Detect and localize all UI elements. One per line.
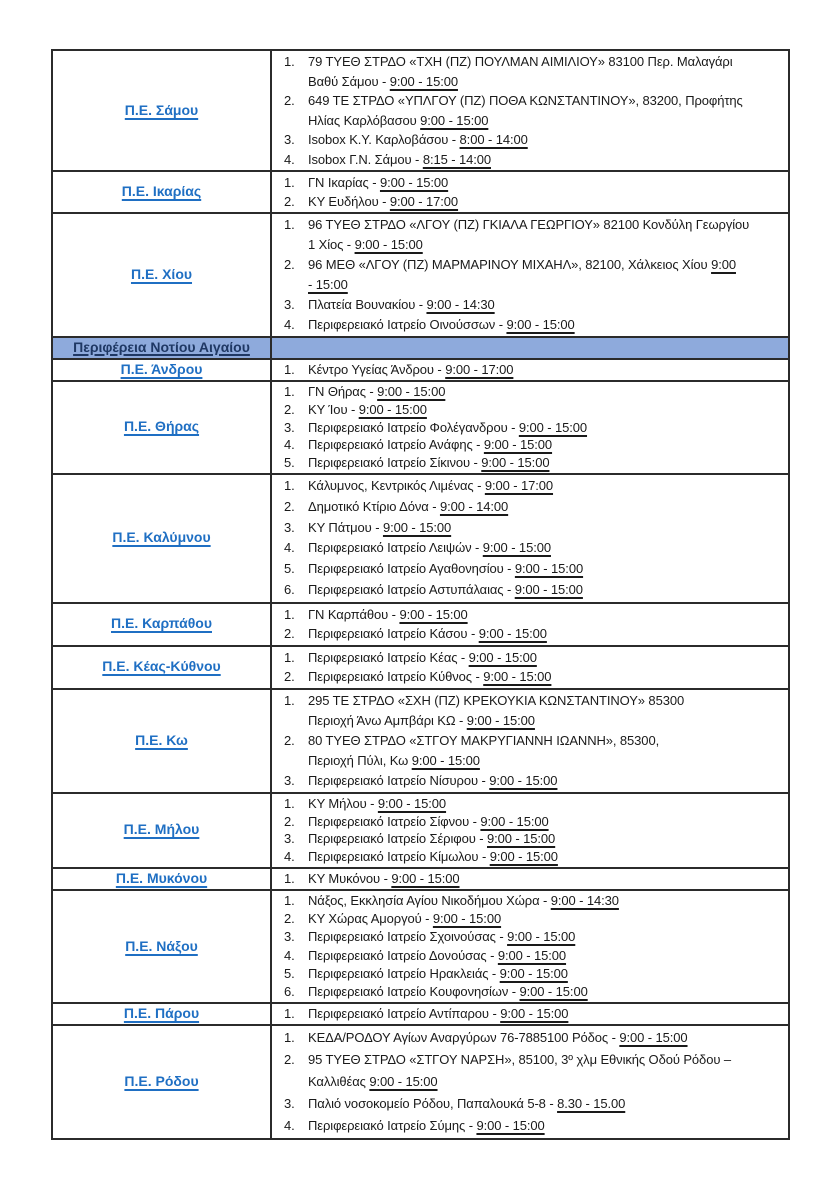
facility-item [284, 173, 784, 192]
facility-name: Περιφερειακό Ιατρείο Σύμης - [308, 1118, 477, 1134]
facility-item [284, 91, 784, 130]
facility-text [308, 538, 784, 559]
facility-hours: 9:00 - 15:00 [411, 752, 480, 768]
facility-item [284, 691, 784, 731]
facility-hours: 9:00 - 14:00 [439, 498, 509, 514]
region-link[interactable]: Π.Ε. Νάξου [125, 937, 198, 954]
facility-name: ΓΝ Θήρας - [308, 384, 378, 399]
region-label-cell [52, 689, 271, 793]
facility-item [284, 892, 784, 910]
item-number: 1. [284, 175, 295, 190]
region-row [52, 50, 789, 171]
facility-text [308, 947, 784, 965]
item-number: 2. [284, 626, 295, 642]
facility-text [308, 1005, 784, 1023]
facility-text [308, 965, 784, 983]
facility-name: Περιφερειακό Ιατρείο Λειψών - [308, 540, 483, 556]
facility-name: Περιφερειακό Ιατρείο Ηρακλειάς - [308, 965, 500, 981]
item-number: 5. [284, 455, 295, 471]
item-number: 3. [284, 772, 295, 788]
facility-text [308, 910, 784, 928]
section-band-cell [52, 337, 271, 359]
facility-item [284, 454, 784, 472]
facility-hours: 9:00 - 14:30 [550, 892, 619, 908]
facility-item [284, 150, 784, 170]
facility-name: 80 ΤΥΕΘ ΣΤΡΔΟ «ΣΤΓΟΥ ΜΑΚΡΥΓΙΑΝΝΗ ΙΩΑΝΝΗ», 85300, Περιοχή Πύλι, Κω [308, 732, 660, 768]
facility-name: Περιφερειακό Ιατρείο Σέριφου - [308, 831, 487, 847]
facility-name: ΚΥ Πάτμου - [308, 519, 383, 535]
region-label-cell [52, 793, 271, 868]
region-row [52, 213, 789, 337]
region-link[interactable]: Π.Ε. Καρπάθου [111, 615, 212, 632]
region-row [52, 689, 789, 793]
facility-hours: 9:00 - 15:00 [500, 1006, 569, 1022]
facility-name: ΚΕΔΑ/ΡΟΔΟΥ Αγίων Αναργύρων 76-7885100 Ρόδος - [308, 1030, 620, 1046]
facility-text [308, 870, 784, 888]
region-link[interactable]: Π.Ε. Σάμου [124, 101, 199, 118]
region-label-cell [52, 359, 271, 381]
health-centers-table [51, 49, 790, 1140]
facility-item [284, 192, 784, 211]
facility-text [308, 892, 784, 910]
facility-text [308, 215, 784, 255]
facility-name: Περιφερειακό Ιατρείο Νίσυρου - [308, 772, 490, 788]
facility-item [284, 518, 784, 539]
facility-item [284, 910, 784, 928]
region-label-cell [52, 1003, 271, 1025]
facility-name: Περιφερειακό Ιατρείο Σίκινου - [308, 455, 482, 471]
facility-name: Περιφερειακό Ιατρείο Κίμωλου - [308, 849, 490, 865]
facility-hours: 8:00 - 14:00 [459, 132, 528, 147]
facility-text [308, 731, 784, 771]
item-number: 1. [284, 870, 295, 886]
facility-item [284, 436, 784, 454]
facility-name: Περιφερειακό Ιατρείο Αστυπάλαιας - [308, 581, 515, 597]
item-number: 6. [284, 581, 295, 597]
item-number: 1. [284, 606, 295, 622]
region-label-cell [52, 381, 271, 474]
facility-item [284, 1027, 784, 1049]
facility-text [308, 255, 784, 295]
facility-name: Isobox Κ.Υ. Καρλοβάσου - [308, 132, 460, 147]
facility-name: ΚΥ Χώρας Αμοργού - [308, 911, 433, 927]
facility-name: 295 ΤΕ ΣΤΡΔΟ «ΣΧΗ (ΠΖ) ΚΡΕΚΟΥΚΙΑ ΚΩΝΣΤΑΝΤΙΝΟΥ» 85300 Περιοχή Άνω Αμπβάρι ΚΩ - [308, 692, 685, 728]
facility-item [284, 648, 784, 668]
region-row [52, 474, 789, 603]
item-number: 4. [284, 1118, 295, 1134]
facility-name: Περιφερειακό Ιατρείο Φολέγανδρου - [308, 419, 519, 435]
facility-item [284, 419, 784, 437]
facility-list-cell [271, 646, 789, 689]
region-row [52, 1003, 789, 1025]
item-number: 2. [284, 911, 295, 927]
facility-hours: 8.30 - 15.00 [557, 1096, 626, 1112]
facility-item [284, 383, 784, 401]
region-row [52, 646, 789, 689]
facility-name: Περιφερειακό Ιατρείο Κέας - [308, 649, 469, 665]
facility-name: Περιφερειακό Ιατρείο Οινούσσων - [308, 317, 507, 332]
facility-list-cell [271, 50, 789, 171]
item-number: 1. [284, 362, 295, 377]
facility-text [308, 130, 784, 150]
facility-text [308, 436, 784, 454]
facility-text [308, 419, 784, 437]
facility-hours: 9:00 - 15:00 [487, 831, 556, 847]
facility-list-cell [271, 474, 789, 603]
facility-name: Περιφερειακό Ιατρείο Κύθνος - [308, 669, 484, 685]
facility-item [284, 361, 784, 378]
item-number: 1. [284, 54, 295, 69]
facility-list-cell [271, 171, 789, 213]
facility-item [284, 771, 784, 791]
item-number: 3. [284, 297, 295, 312]
item-number: 1. [284, 384, 295, 399]
region-row [52, 359, 789, 381]
facility-hours: 9:00 - 15:00 [358, 401, 427, 417]
facility-name: Δημοτικό Κτίριο Δόνα - [308, 498, 440, 514]
item-number: 1. [284, 217, 295, 232]
facility-item [284, 731, 784, 771]
region-link[interactable]: Π.Ε. Κω [135, 731, 188, 748]
facility-hours: 9:00 - 15:00 [481, 455, 550, 471]
item-number: 4. [284, 947, 295, 963]
facility-text [308, 497, 784, 518]
item-number: 3. [284, 1096, 295, 1112]
facility-item [284, 667, 784, 687]
item-number: 4. [284, 317, 295, 332]
facility-name: Περιφερειακό Ιατρείο Αγαθονησίου - [308, 561, 515, 577]
facility-item [284, 401, 784, 419]
facility-item [284, 1093, 784, 1115]
facility-text [308, 605, 784, 625]
facility-name: 96 ΤΥΕΘ ΣΤΡΔΟ «ΛΓΟΥ (ΠΖ) ΓΚΙΑΛΑ ΓΕΩΡΓΙΟΥ» 82100 Κονδύλη Γεωργίου 1 Χίος - [308, 217, 750, 252]
facility-name: Περιφερειακό Ιατρείο Κουφονησίων - [308, 983, 520, 999]
facility-text [308, 91, 784, 130]
facility-item [284, 538, 784, 559]
region-link[interactable]: Π.Ε. Κέας-Κύθνου [102, 658, 221, 675]
facility-list-cell [271, 793, 789, 868]
facility-item [284, 605, 784, 625]
facility-item [284, 983, 784, 1001]
facility-name: ΚΥ Μήλου - [308, 795, 378, 811]
facility-list-cell [271, 603, 789, 646]
facility-item [284, 870, 784, 888]
item-number: 2. [284, 194, 295, 209]
facility-text [308, 1049, 784, 1093]
item-number: 1. [284, 649, 295, 665]
region-label-cell [52, 646, 271, 689]
table-body [52, 50, 789, 1139]
facility-hours: 9:00 - 17:00 [389, 194, 459, 209]
facility-text [308, 983, 784, 1001]
facility-item [284, 476, 784, 497]
facility-hours: 9:00 - 15:00 [466, 712, 535, 728]
facility-hours: 9:00 - 15:00 [391, 870, 460, 886]
region-link[interactable]: Π.Ε. Χίου [130, 266, 193, 282]
facility-hours: 9:00 - 15:00 [377, 795, 447, 811]
facility-name: Περιφερειακό Ιατρείο Κάσου - [308, 626, 479, 642]
item-number: 2. [284, 498, 295, 514]
region-row [52, 171, 789, 213]
facility-hours: 9:00 - 15:00 [478, 626, 547, 642]
facility-text [308, 928, 784, 946]
facility-text [308, 691, 784, 731]
item-number: 1. [284, 795, 295, 811]
region-row [52, 381, 789, 474]
facility-text [308, 1115, 784, 1137]
facility-hours: 9:00 - 15:00 [519, 983, 588, 999]
facility-name: ΓΝ Καρπάθου - [308, 606, 400, 622]
item-number: 1. [284, 1030, 295, 1046]
facility-text [308, 150, 784, 170]
facility-item [284, 130, 784, 150]
facility-hours: 9:00 - 15:00 [483, 437, 553, 453]
facility-item [284, 255, 784, 295]
facility-name: Νάξος, Εκκλησία Αγίου Νικοδήμου Χώρα - [308, 892, 551, 908]
facility-name: ΚΥ Ευδήλου - [308, 194, 390, 209]
facility-list-cell [271, 359, 789, 381]
facility-item [284, 624, 784, 644]
region-link[interactable]: Π.Ε. Ρόδου [124, 1073, 199, 1090]
facility-list-cell [271, 689, 789, 793]
item-number: 2. [284, 732, 295, 748]
item-number: 4. [284, 540, 295, 556]
facility-name: Πλατεία Βουνακίου - [308, 297, 427, 312]
facility-hours: 9:00 - 15:00 [518, 419, 588, 435]
facility-text [308, 295, 784, 315]
facility-hours: 9:00 - 15:00 [499, 965, 568, 981]
facility-name: ΚΥ Μυκόνου - [308, 870, 392, 886]
facility-hours: 9:00 - 15:00 [507, 929, 576, 945]
facility-hours: 9:00 - 15:00 [308, 257, 736, 292]
facility-text [308, 830, 784, 848]
facility-list-cell [271, 1025, 789, 1139]
facility-hours: 9:00 - 15:00 [483, 669, 552, 685]
facility-name: ΓΝ Ικαρίας - [308, 175, 380, 190]
facility-hours: 9:00 - 15:00 [489, 772, 558, 788]
facility-name: Κάλυμνος, Κεντρικός Λιμένας - [308, 477, 485, 493]
item-number: 2. [284, 1052, 295, 1068]
section-band-spacer [271, 337, 789, 359]
facility-hours: 9:00 - 15:00 [389, 73, 458, 89]
facility-hours: 9:00 - 17:00 [445, 362, 514, 377]
region-row [52, 890, 789, 1003]
region-label-cell [52, 890, 271, 1003]
item-number: 3. [284, 419, 295, 435]
item-number: 2. [284, 813, 295, 829]
facility-text [308, 315, 784, 335]
facility-name: Περιφερειακό Ιατρείο Δονούσας - [308, 947, 498, 963]
facility-hours: 9:00 - 15:00 [514, 561, 584, 577]
facility-hours: 9:00 - 15:00 [482, 540, 551, 556]
facility-hours: 9:00 - 17:00 [484, 477, 554, 493]
item-number: 2. [284, 93, 295, 108]
item-number: 3. [284, 519, 295, 535]
facility-name: 96 ΜΕΘ «ΛΓΟΥ (ΠΖ) ΜΑΡΜΑΡΙΝΟΥ ΜΙΧΑΗΛ», 82100, Χάλκειος Χίου [308, 257, 712, 272]
facility-item [284, 580, 784, 601]
facility-item [284, 848, 784, 866]
facility-hours: 9:00 - 15:00 [480, 813, 549, 829]
region-link[interactable]: Π.Ε. Ικαρίας [121, 183, 202, 199]
facility-item [284, 813, 784, 831]
facility-item [284, 52, 784, 91]
region-label-cell [52, 50, 271, 171]
region-link[interactable]: Π.Ε. Θήρας [123, 418, 200, 435]
region-row [52, 793, 789, 868]
facility-name: Περιφερειακό Ιατρείο Αντίπαρου - [308, 1006, 501, 1022]
facility-text [308, 580, 784, 601]
region-label-cell [52, 213, 271, 337]
facility-text [308, 1027, 784, 1049]
facility-list-cell [271, 890, 789, 1003]
facility-text [308, 361, 784, 378]
facility-text [308, 771, 784, 791]
facility-hours: 9:00 - 15:00 [377, 384, 446, 399]
region-link[interactable]: Π.Ε. Μήλου [123, 821, 200, 838]
facility-item [284, 1049, 784, 1093]
facility-name: 79 ΤΥΕΘ ΣΤΡΔΟ «ΤΧΗ (ΠΖ) ΠΟΥΛΜΑΝ ΑΙΜΙΛΙΟΥ» 83100 Περ. Μαλαγάρι Βαθύ Σάμου - [308, 54, 733, 89]
facility-hours: 9:00 - 15:00 [619, 1030, 688, 1046]
facility-name: Isobox Γ.Ν. Σάμου - [308, 151, 423, 167]
item-number: 2. [284, 401, 295, 417]
item-number: 4. [284, 849, 295, 865]
facility-item [284, 215, 784, 255]
facility-item [284, 559, 784, 580]
facility-hours: 9:00 - 15:00 [497, 947, 567, 963]
item-number: 1. [284, 477, 295, 493]
facility-item [284, 1115, 784, 1137]
facility-hours: 9:00 - 15:00 [432, 911, 502, 927]
region-link[interactable]: Π.Ε. Πάρου [123, 1005, 200, 1022]
region-link[interactable]: Π.Ε. Μυκόνου [115, 869, 208, 886]
region-row [52, 603, 789, 646]
facility-hours: 9:00 - 15:00 [369, 1074, 438, 1090]
item-number: 1. [284, 892, 295, 908]
facility-hours: 9:00 - 15:00 [382, 519, 452, 535]
item-number: 2. [284, 257, 295, 272]
facility-name: Περιφερειακό Ιατρείο Σχοινούσας - [308, 929, 508, 945]
item-number: 4. [284, 151, 295, 167]
facility-text [308, 559, 784, 580]
facility-hours: 9:00 - 15:00 [399, 606, 468, 622]
facility-item [284, 830, 784, 848]
region-label-cell [52, 171, 271, 213]
facility-text [308, 192, 784, 211]
facility-list-cell [271, 213, 789, 337]
region-row [52, 1025, 789, 1139]
item-number: 5. [284, 965, 295, 981]
facility-text [308, 383, 784, 401]
facility-item [284, 965, 784, 983]
facility-text [308, 518, 784, 539]
facility-text [308, 648, 784, 668]
item-number: 3. [284, 132, 295, 147]
item-number: 5. [284, 561, 295, 577]
facility-text [308, 667, 784, 687]
facility-hours: 8:15 - 14:00 [422, 151, 491, 167]
region-label-cell [52, 1025, 271, 1139]
facility-text [308, 454, 784, 472]
facility-hours: 9:00 - 15:00 [476, 1118, 545, 1134]
facility-name: Περιφερειακό Ιατρείο Σίφνου - [308, 813, 481, 829]
facility-text [308, 848, 784, 866]
item-number: 1. [284, 1006, 295, 1022]
facility-hours: 9:00 - 15:00 [420, 112, 489, 128]
region-label-cell [52, 474, 271, 603]
facility-text [308, 401, 784, 419]
facility-hours: 9:00 - 15:00 [468, 649, 537, 665]
facility-hours: 9:00 - 15:00 [379, 175, 449, 190]
facility-name: 95 ΤΥΕΘ ΣΤΡΔΟ «ΣΤΓΟΥ ΝΑΡΣΗ», 85100, 3º χλμ Εθνικής Οδού Ρόδου – Καλλιθέας [308, 1052, 731, 1090]
item-number: 1. [284, 692, 295, 708]
facility-item [284, 947, 784, 965]
facility-list-cell [271, 381, 789, 474]
section-band-title: Περιφέρεια Νοτίου Αιγαίου [73, 339, 250, 355]
facility-name: ΚΥ Ίου - [308, 401, 359, 417]
facility-name: 649 ΤΕ ΣΤΡΔΟ «ΥΠΛΓΟΥ (ΠΖ) ΠΟΘΑ ΚΩΝΣΤΑΝΤΙΝΟΥ», 83200, Προφήτης Ηλίας Καρλόβασου [308, 93, 743, 128]
facility-item [284, 497, 784, 518]
region-label-cell [52, 603, 271, 646]
facility-hours: 9:00 - 14:30 [426, 297, 495, 312]
facility-list-cell [271, 1003, 789, 1025]
item-number: 3. [284, 831, 295, 847]
facility-item [284, 795, 784, 813]
facility-hours: 9:00 - 15:00 [354, 237, 423, 252]
facility-name: Παλιό νοσοκομείο Ρόδου, Παπαλουκά 5-8 - [308, 1096, 558, 1112]
facility-item [284, 295, 784, 315]
facility-text [308, 52, 784, 91]
facility-text [308, 813, 784, 831]
item-number: 3. [284, 929, 295, 945]
item-number: 4. [284, 437, 295, 453]
item-number: 6. [284, 983, 295, 999]
region-label-cell [52, 868, 271, 890]
facility-name: Κέντρο Υγείας Άνδρου - [308, 362, 446, 377]
region-link[interactable]: Π.Ε. Καλύμνου [112, 529, 211, 546]
facility-item [284, 315, 784, 335]
facility-text [308, 795, 784, 813]
facility-item [284, 1005, 784, 1023]
facility-text [308, 1093, 784, 1115]
item-number: 2. [284, 669, 295, 685]
facility-text [308, 173, 784, 192]
facility-text [308, 476, 784, 497]
region-link[interactable]: Π.Ε. Άνδρου [120, 361, 203, 377]
section-header-row [52, 337, 789, 359]
facility-name: Περιφερειακό Ιατρείο Ανάφης - [308, 437, 484, 453]
facility-list-cell [271, 868, 789, 890]
facility-hours: 9:00 - 15:00 [489, 849, 558, 865]
facility-item [284, 928, 784, 946]
facility-hours: 9:00 - 15:00 [514, 581, 583, 597]
region-row [52, 868, 789, 890]
facility-text [308, 624, 784, 644]
facility-hours: 9:00 - 15:00 [506, 317, 575, 332]
